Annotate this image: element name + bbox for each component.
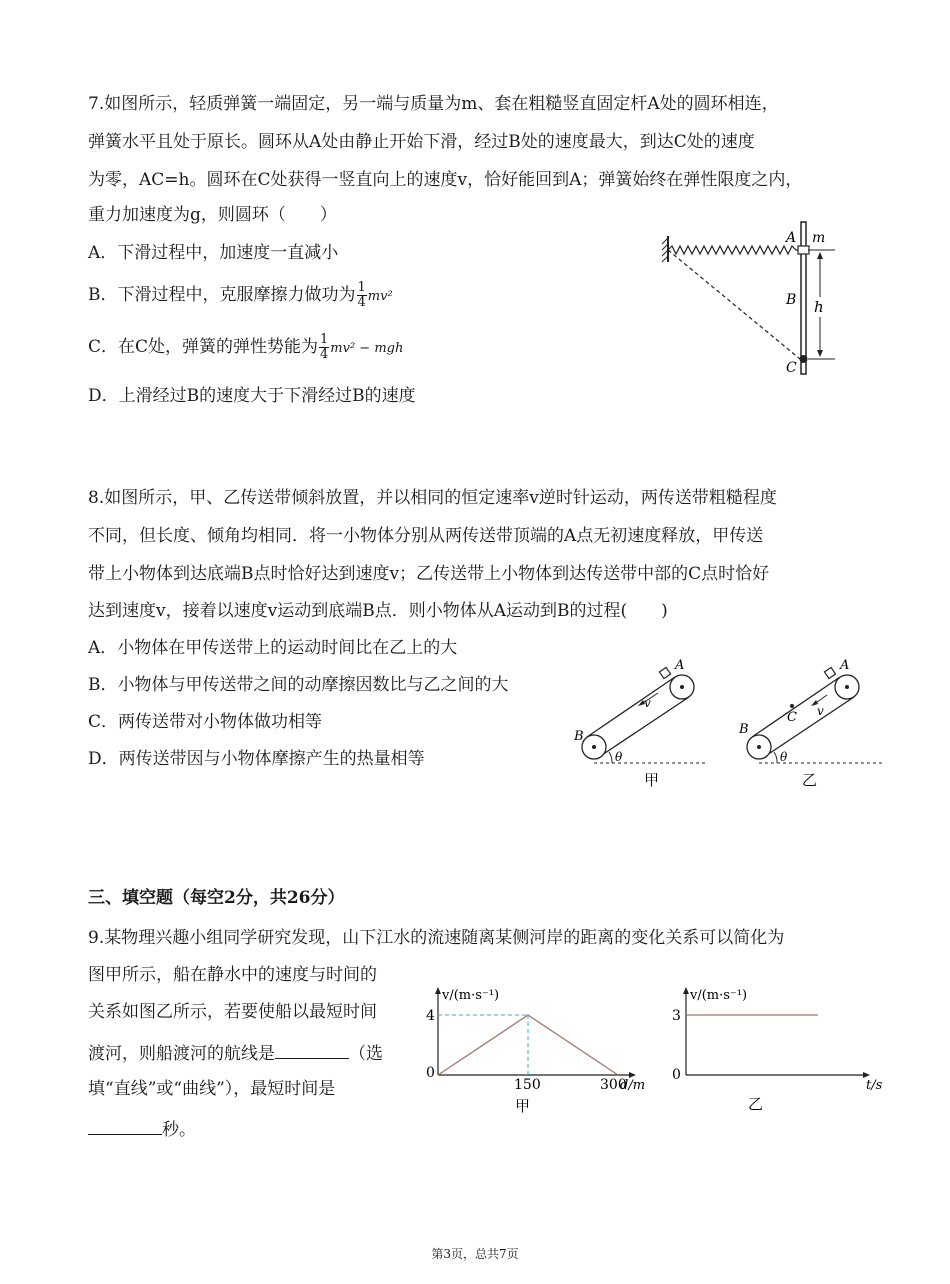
- label-m: m: [812, 230, 826, 246]
- q7-spring-rod-figure: [660, 222, 850, 382]
- origin-label: 0: [672, 1067, 681, 1083]
- x-axis-label: t/s: [866, 1078, 883, 1093]
- ring-a: [798, 246, 809, 254]
- q7-option-b: B．下滑过程中，克服摩擦力做功为 $\frac{1}{4}$ mv²: [88, 280, 393, 310]
- caption-jia: 甲: [644, 771, 660, 789]
- y-axis-label: v/(m·s⁻¹): [442, 988, 500, 1003]
- q7-option-a: A．下滑过程中，加速度一直减小: [88, 243, 339, 263]
- point-c: [790, 704, 794, 708]
- q7-line-3: 为零，AC=h。圆环在C处获得一竖直向上的速度v，恰好能回到A；弹簧始终在弹性限度之内，: [88, 170, 803, 190]
- q7-line-4: 重力加速度为g，则圆环（ ）: [88, 205, 337, 225]
- q9-line-4: 渡河，则船渡河的航线是 （选: [88, 1040, 383, 1066]
- q7-line-1: 7.如图所示，轻质弹簧一端固定，另一端与质量为m、套在粗糙竖直固定杆A处的圆环相连，: [88, 94, 779, 114]
- label-b: B: [739, 722, 749, 737]
- q9-line-3: 关系如图乙所示，若要使船以最短时间: [88, 1002, 377, 1022]
- answer-blank-time[interactable]: [88, 1116, 162, 1135]
- answer-blank-route[interactable]: [275, 1040, 349, 1059]
- x-tick-label: 150: [514, 1077, 541, 1093]
- q7-option-d: D．上滑经过B的速度大于下滑经过B的速度: [88, 386, 416, 406]
- block: [824, 667, 835, 678]
- caption-yi: 乙: [802, 771, 818, 789]
- q9-line-2: 图甲所示，船在静水中的速度与时间的: [88, 965, 377, 985]
- label-a: A: [675, 658, 685, 673]
- block: [659, 667, 670, 678]
- q9-line-6: 秒。: [88, 1116, 196, 1142]
- origin-label: 0: [426, 1065, 435, 1081]
- label-h: h: [814, 298, 824, 316]
- label-a: A: [786, 230, 797, 246]
- label-c: C: [787, 710, 797, 725]
- conveyor-jia-figure: [570, 655, 730, 790]
- chart-jia: [420, 985, 655, 1120]
- page-footer: 第3页，总共7页: [431, 1247, 519, 1261]
- q8-option-d: D．两传送带因与小物体摩擦产生的热量相等: [88, 749, 425, 769]
- y-tick-label: 4: [426, 1008, 435, 1024]
- dashed-spring: [668, 250, 800, 359]
- q7-option-c: C．在C处，弹簧的弹性势能为 $\frac{1}{4}$ mv² − mgh: [88, 332, 404, 362]
- fraction: $\frac{1}{4}$: [320, 332, 329, 362]
- section-3-title: 三、填空题（每空2分，共26分）: [88, 888, 345, 908]
- spring: [668, 246, 801, 254]
- q9-line-5: 填“直线”或“曲线”），最短时间是: [88, 1079, 336, 1099]
- q8-line-4: 达到速度v，接着以速度v运动到底端B点．则小物体从A运动到B的过程( ): [88, 601, 668, 621]
- label-b: B: [786, 292, 797, 308]
- q8-option-a: A．小物体在甲传送带上的运动时间比在乙上的大: [88, 638, 458, 658]
- chart-caption: 甲: [515, 1097, 531, 1115]
- chart-yi: [670, 985, 892, 1120]
- label-v: v: [817, 704, 824, 718]
- q7-line-2: 弹簧水平且处于原长。圆环从A处由静止开始下滑，经过B处的速度最大，到达C处的速度: [88, 132, 755, 152]
- chart-caption: 乙: [748, 1095, 764, 1113]
- q8-option-b: B．小物体与甲传送带之间的动摩擦因数比与乙之间的大: [88, 675, 509, 695]
- fraction: $\frac{1}{4}$: [357, 280, 366, 310]
- x-axis-label: d/m: [620, 1078, 646, 1093]
- label-b: B: [574, 729, 584, 744]
- label-theta: θ: [780, 750, 788, 764]
- y-tick-label: 3: [672, 1008, 681, 1024]
- ring-c: [800, 355, 808, 363]
- q8-option-c: C．两传送带对小物体做功相等: [88, 712, 323, 732]
- q8-line-2: 不同，但长度、倾角均相同．将一小物体分别从两传送带顶端的A点无初速度释放，甲传送: [88, 526, 764, 546]
- q9-line-1: 9.某物理兴趣小组同学研究发现，山下江水的流速随离某侧河岸的距离的变化关系可以简化为: [88, 928, 785, 948]
- x-tick-label: 300: [600, 1077, 627, 1093]
- q8-line-3: 带上小物体到达底端B点时恰好达到速度v；乙传送带上小物体到达传送带中部的C点时恰好: [88, 564, 770, 584]
- vertical-rod: [801, 222, 806, 374]
- y-axis-label: v/(m·s⁻¹): [690, 988, 748, 1003]
- label-c: C: [786, 360, 797, 376]
- label-theta: θ: [615, 750, 623, 764]
- label-a: A: [840, 658, 850, 673]
- q8-line-1: 8.如图所示，甲、乙传送带倾斜放置，并以相同的恒定速率v逆时针运动，两传送带粗糙程度: [88, 488, 777, 508]
- conveyor-yi-figure: [735, 655, 895, 790]
- label-v: v: [644, 696, 651, 710]
